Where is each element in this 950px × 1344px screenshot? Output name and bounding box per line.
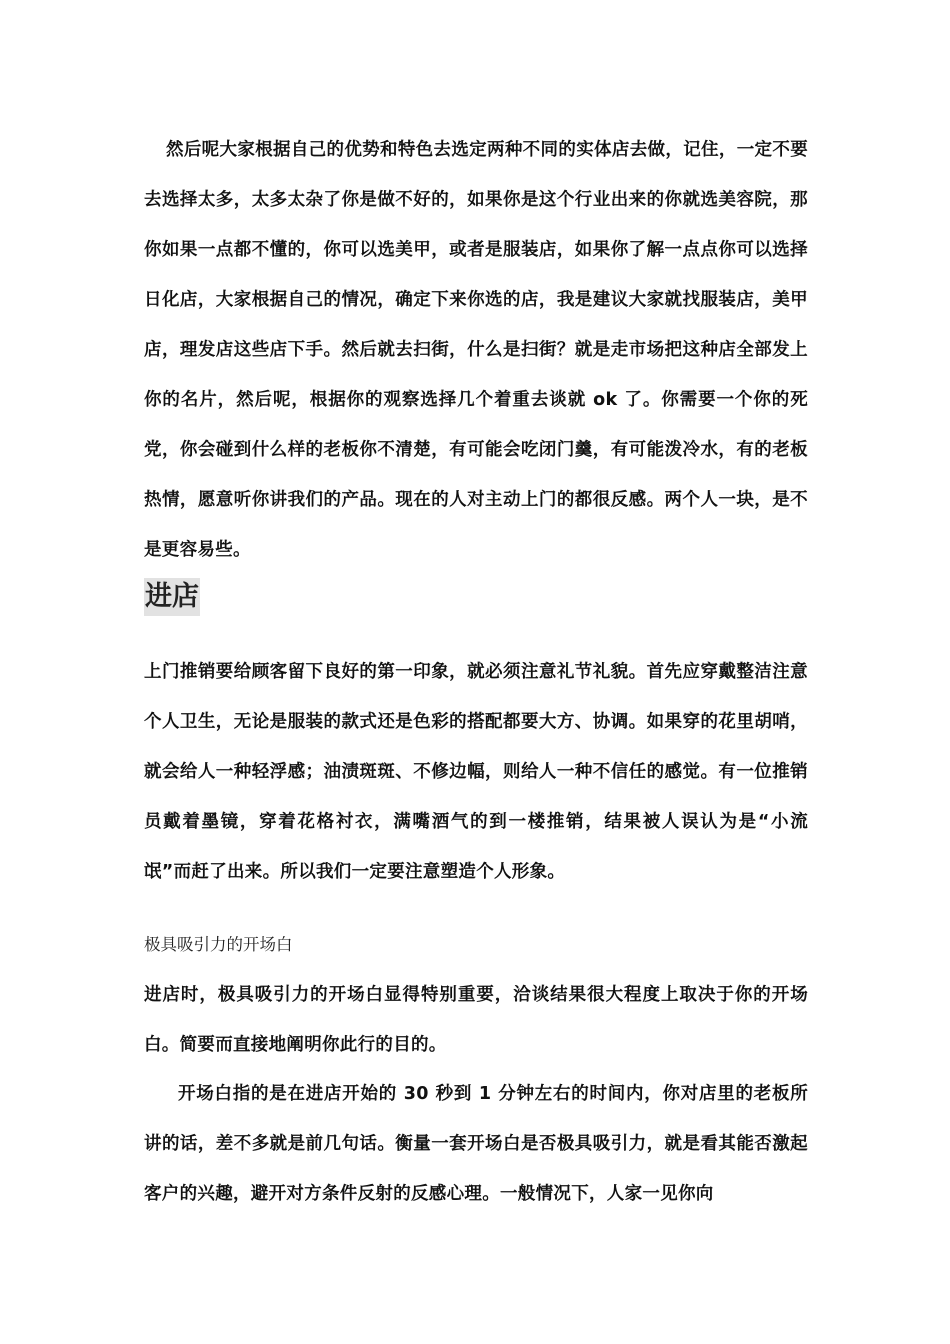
body-paragraph-opening-definition: 开场白指的是在进店开始的 30 秒到 1 分钟左右的时间内，你对店里的老板所讲的话，差不多就是前几句话。衡量一套开场白是否极具吸引力，就是看其能否激起客户的兴趣，避开对方条件反射的反感心理。一般情况下，人家一见你向 — [144, 1084, 808, 1204]
body-paragraph-store-selection: 然后呢大家根据自己的优势和特色去选定两种不同的实体店去做，记住，一定不要去选择太多，太多太杂了你是做不好的，如果你是这个行业出来的你就选美容院，那你如果一点都不懂的，你可以选美甲，或者是服装店，如果你了解一点点你可以选择日化店，大家根据自己的情况，确定下来你选的店，我是建议大家就找服装店，美甲店，理发店这些店下手。然后就去扫街，什么是扫街？就是走市场把这种店全部发上你的名片，然后呢，根据你的观察选择几个着重去谈就 ok 了。你需要一个你的死党，你会碰到什么样的老板你不清楚，有可能会吃闭门羹，有可能泼冷水，有的老板热情，愿意听你讲我们的产品。现在的人对主动上门的都很反感。两个人一块，是不是更容易些。 — [144, 140, 808, 560]
section-heading-enter-store: 进店 — [144, 578, 200, 616]
body-paragraph-opening-importance: 进店时，极具吸引力的开场白显得特别重要，洽谈结果很大程度上取决于你的开场白。简要而直接地阐明你此行的目的。 — [144, 985, 808, 1055]
subheading-opening-remarks: 极具吸引力的开场白 — [144, 935, 293, 954]
body-paragraph-first-impression: 上门推销要给顾客留下良好的第一印象，就必须注意礼节礼貌。首先应穿戴整洁注意个人卫生，无论是服装的款式还是色彩的搭配都要大方、协调。如果穿的花里胡哨，就会给人一种轻浮感；油渍斑斑、不修边幅，则给人一种不信任的感觉。有一位推销员戴着墨镜，穿着花格衬衣，满嘴酒气的到一楼推销，结果被人误认为是“小流氓”而赶了出来。所以我们一定要注意塑造个人形象。 — [144, 662, 808, 882]
